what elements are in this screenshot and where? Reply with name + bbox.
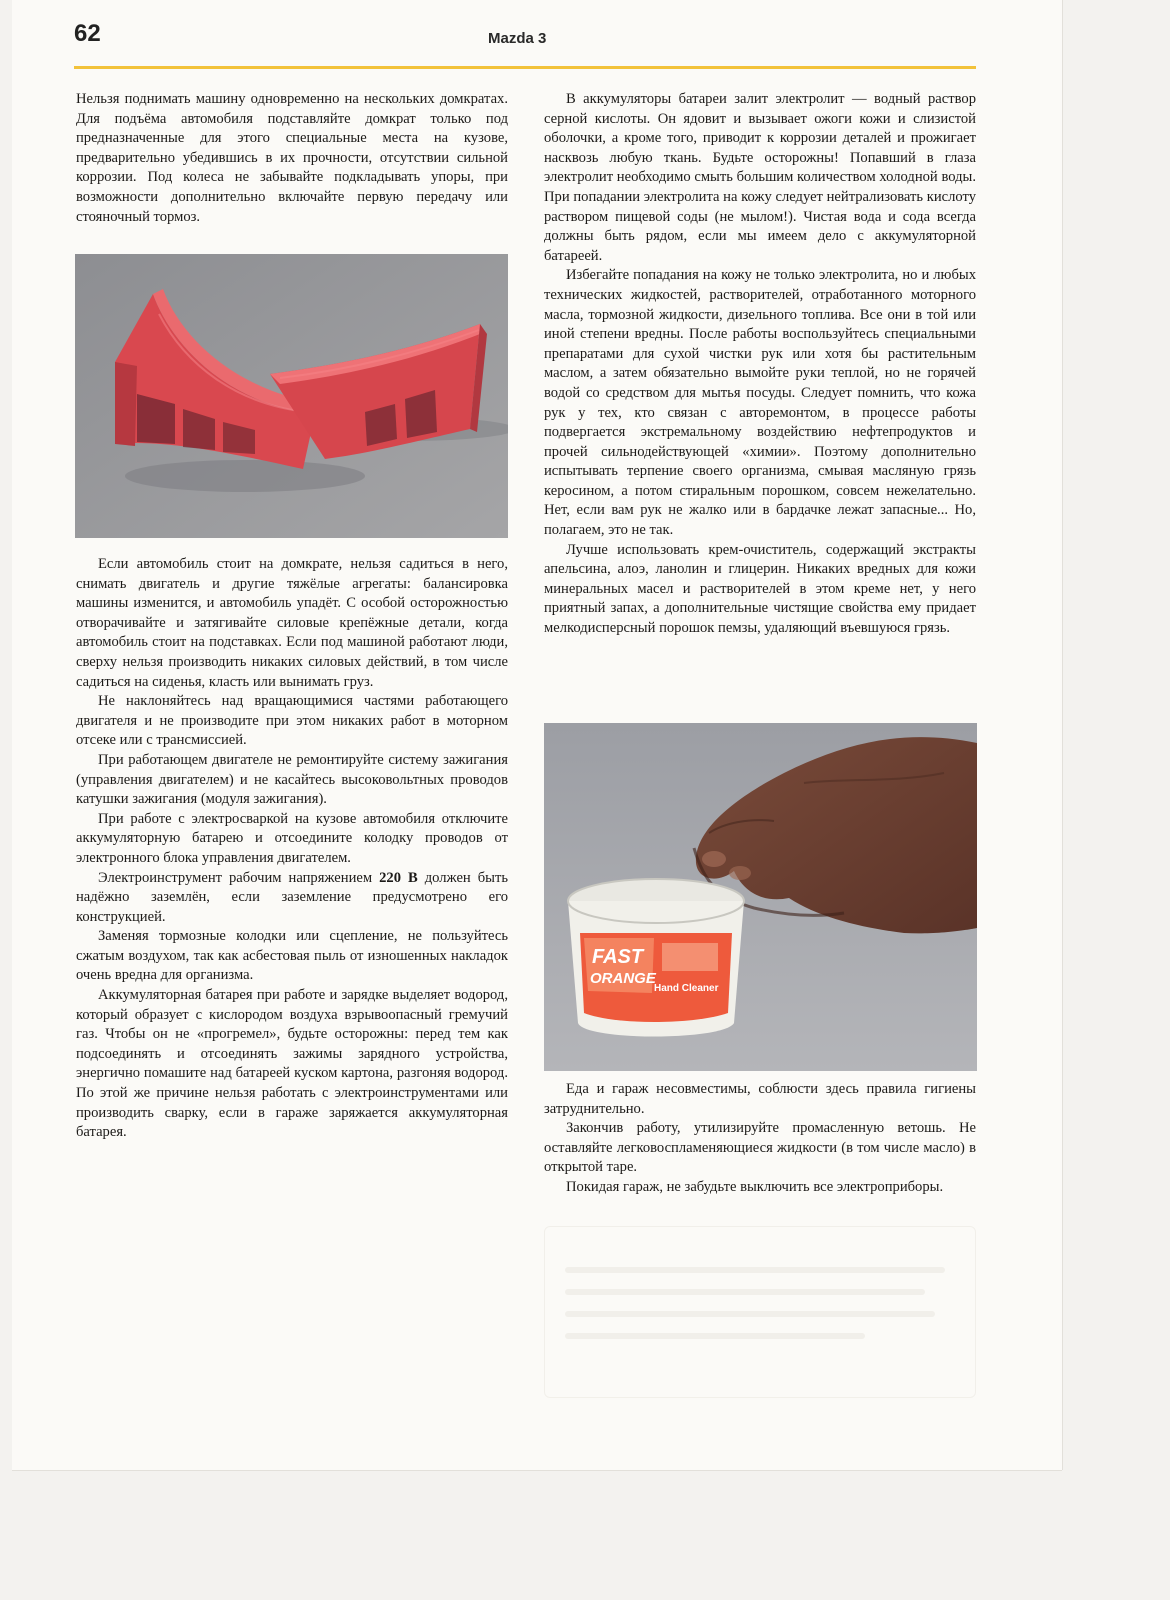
paragraph-voltage	[76, 869, 508, 928]
left-column-bottom	[76, 555, 508, 1143]
right-column-top	[544, 90, 976, 639]
hand-cleaner-jar	[568, 879, 744, 1037]
paragraph: Еда и гараж несовместимы, соблюсти здесь правила гигиены затруднительно.	[544, 1081, 976, 1117]
paragraph: Заменяя тормозные колодки или сцепление, не пользуйтесь сжатым воздухом, так как асбестовая пыль от изношенных накладок очень вредна для организма.	[76, 928, 508, 984]
paragraph: Покидая гараж, не забудьте выключить все электроприборы.	[566, 1178, 944, 1195]
left-column-top	[76, 90, 508, 227]
jar-product: Hand Cleaner	[654, 983, 719, 994]
paragraph: При работающем двигателе не ремонтируйте систему зажигания (управления двигателем) и не касайтесь высоковольтных проводов катушки зажигания (модуля зажигания).	[76, 751, 508, 808]
paragraph: Нельзя поднимать машину одновременно на нескольких домкратах. Для подъёма автомобиля подставляйте домкрат только под предназначенные для этого специальные места на кузове, предварительно убедившись в их прочности, отсутствии сильной коррозии. Под колеса не забывайте подкладывать упоры, при возможности дополнительно включайте первую передачу или стояночный тормоз.	[76, 91, 508, 225]
paragraph: Если автомобиль стоит на домкрате, нельзя садиться в него, снимать двигатель и другие тяжёлые агрегаты: балансировка машины изменится, и автомобиль упадёт. С особой осторожностью отворачивайте и затягивайте силовые крепёжные детали, когда автомобиль стоит на подставках. Если под машиной работают люди, сверху нельзя производить никаких силовых действий, в том числе садиться на сиденья, класть или вынимать груз.	[76, 556, 508, 690]
bleed-through-box	[544, 1226, 976, 1398]
voltage-text-after: должен быть надёжно заземлён, если заземление предусмотрено его конструкцией.	[76, 869, 508, 925]
paragraph: Не наклоняйтесь над вращающимися частями работающего двигателя и не производите при этом никаких работ в моторном отсеке или с трансмиссией.	[76, 693, 508, 749]
paragraph: В аккумуляторы батареи залит электролит — водный раствор серной кислоты. Он ядовит и вызывает ожоги кожи и слизистой оболочки, а кроме того, приводит к коррозии деталей и прожигает насквозь любую ткань. Будьте осторожны! Попавший в глаза электролит необходимо смыть большим количеством холодной воды. При попадании электролита на кожу следует нейтрализовать кислоту раствором пищевой соды (не мылом!). Чистая вода и сода всегда должны быть рядом, если мы имеем дело с аккумуляторной батареей.	[544, 91, 976, 264]
hand-cleaner-image	[544, 723, 977, 1071]
hand-cleaner-photo	[544, 723, 977, 1071]
jar-brand-line2: ORANGE	[590, 970, 656, 987]
paragraph: Аккумуляторная батарея при работе и зарядке выделяет водород, который образует с кислородом воздуха взрывоопасный гремучий газ. Чтобы он не «прогремел», будьте осторожны: перед тем как подсоединять и отсоединять зажимы зарядного устройства, энергично помашите над батареей куском картона, разгоняя водород. По этой же причине нельзя работать с электроинструментами или производить сварку, если в гараже заряжается аккумуляторная батарея.	[76, 987, 508, 1141]
wheel-chocks-image	[75, 254, 508, 538]
paragraph: При работе с электросваркой на кузове автомобиля отключите аккумуляторную батарею и отсоедините колодку проводов от электронного блока управления двигателем.	[76, 810, 508, 866]
header-rule	[74, 66, 976, 69]
right-column-bottom	[544, 1080, 976, 1198]
voltage-value: 220 В	[379, 869, 418, 886]
wheel-chocks-photo	[75, 254, 508, 538]
voltage-text-before: Электроинструмент рабочим напряжением	[98, 869, 380, 886]
paragraph: Избегайте попадания на кожу не только электролита, но и любых технических жидкостей, растворителей, отработанного моторного масла, тормозной жидкости, дизельного топлива. Все они в той или иной степени вредны. После работы воспользуйтесь специальными препаратами для сухой чистки рук или хотя бы растительным маслом, а затем обязательно вымойте руки теплой, но не горячей водой со средством для мытья посуды. Следует помнить, что кожа рук у тех, кто связан с авторемонтом, в процессе работы подвергается экстремальному воздействию нефтепродуктов и прочей сильнодействующей «химии». Поэтому дополнительно испытывать терпение своего организма, смывая масляную грязь керосином, а потом стиральным порошком, совсем нежелательно. Нет, если вам рук не жалко или в бардачке лежат запасные... Но, полагаем, это не так.	[544, 267, 976, 539]
page-sheet	[12, 0, 1062, 1470]
jar-brand-line1: FAST	[592, 946, 644, 968]
paragraph: Лучше использовать крем-очиститель, содержащий экстракты апельсина, алоэ, ланолин и глицерин. Никаких вредных для кожи минеральных масел и растворителей в этом креме нет, у него приятный запах, а дополнительные чистящие свойства ему придает мелкодисперсный порошок пемзы, удаляющий въевшуюся грязь.	[544, 541, 976, 637]
running-title: Mazda 3	[488, 30, 547, 47]
paragraph: Закончив работу, утилизируйте промасленную ветошь. Не оставляйте легковоспламеняющиеся жидкости (в том числе масло) в открытой таре.	[544, 1120, 976, 1176]
page-number: 62	[74, 20, 101, 47]
